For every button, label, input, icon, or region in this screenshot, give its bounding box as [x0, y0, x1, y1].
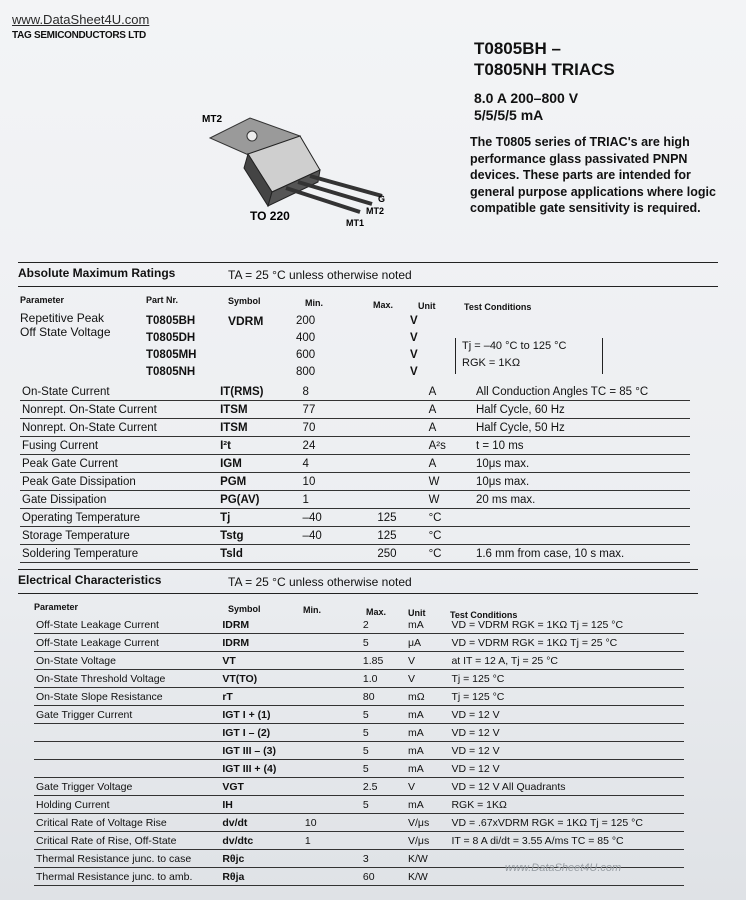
param-cell: Critical Rate of Voltage Rise [34, 814, 220, 832]
condition-cell [474, 509, 690, 527]
vdrm-parameter [20, 311, 111, 339]
unit-cell: K/W [406, 850, 449, 868]
label-pin-mt2: MT2 [366, 206, 384, 216]
title-line-2: T0805NH TRIACS [474, 60, 615, 79]
vdrm-condition-temp: Tj = –40 °C to 125 °C [462, 340, 567, 352]
table-row [144, 346, 420, 363]
unit-cell: °C [427, 545, 474, 563]
condition-cell: All Conduction Angles TC = 85 °C [474, 383, 690, 401]
col-min: Min. [303, 605, 321, 615]
min-value: 600 [296, 348, 316, 361]
min-cell: –40 [301, 509, 376, 527]
condition-cell: VD = VDRM RGK = 1KΩ Tj = 25 °C [449, 634, 684, 652]
unit-cell: V [406, 652, 449, 670]
condition-cell: 10μs max. [474, 455, 690, 473]
symbol-cell: dv/dtc [220, 832, 303, 850]
max-cell: 250 [375, 545, 426, 563]
electrical-table [34, 616, 684, 886]
table-row [34, 688, 684, 706]
table-row [34, 832, 684, 850]
min-cell: 1 [301, 491, 376, 509]
col-max: Max. [366, 607, 387, 617]
condition-cell: VD = 12 V [449, 760, 684, 778]
max-cell: 5 [361, 742, 406, 760]
table-row [20, 437, 690, 455]
min-value: 200 [296, 314, 316, 327]
symbol-cell: IGT III + (4) [220, 760, 303, 778]
symbol-cell: IGT III – (3) [220, 742, 303, 760]
param-cell: Gate Trigger Current [34, 706, 220, 724]
max-cell [375, 473, 426, 491]
symbol-cell: IT(RMS) [218, 383, 300, 401]
condition-cell: Tj = 125 °C [449, 670, 684, 688]
max-cell: 5 [361, 706, 406, 724]
condition-cell: IT = 8 A di/dt = 3.55 A/ms TC = 85 °C [449, 832, 684, 850]
electrical-condition: TA = 25 °C unless otherwise noted [228, 575, 412, 589]
min-cell [303, 796, 361, 814]
unit-cell: °C [427, 509, 474, 527]
unit-cell: V/μs [406, 814, 449, 832]
symbol-cell: Tj [218, 509, 300, 527]
electrical-header [18, 573, 718, 593]
col-unit: Unit [408, 608, 426, 618]
condition-cell: Tj = 125 °C [449, 688, 684, 706]
param-cell: Peak Gate Dissipation [20, 473, 218, 491]
divider [18, 286, 718, 287]
col-parameter: Parameter [20, 295, 65, 305]
param-cell [34, 760, 220, 778]
condition-cell: RGK = 1KΩ [449, 796, 684, 814]
divider [18, 569, 698, 570]
min-cell: 4 [301, 455, 376, 473]
col-symbol: Symbol [228, 604, 261, 614]
abs-max-header [18, 266, 718, 286]
table-row [20, 509, 690, 527]
param-cell: Off-State Leakage Current [34, 634, 220, 652]
unit-cell: K/W [406, 868, 449, 886]
min-cell: –40 [301, 527, 376, 545]
col-min: Min. [305, 298, 323, 308]
condition-cell [474, 527, 690, 545]
footer-watermark: www.DataSheet4U.com [505, 862, 622, 874]
abs-max-table [20, 383, 690, 563]
description: The T0805 series of TRIAC's are high performance glass passivated PNPN devices. These parts are intended for general purpose applications where logic compatible gate sensitivity is required. [470, 135, 716, 215]
abs-max-heading: Absolute Maximum Ratings [18, 266, 176, 280]
max-cell: 1.0 [361, 670, 406, 688]
symbol-cell: ITSM [218, 401, 300, 419]
table-row [144, 329, 420, 346]
part-number: T0805BH [146, 314, 196, 327]
unit: V [410, 348, 418, 361]
condition-cell: at IT = 12 A, Tj = 25 °C [449, 652, 684, 670]
page-title [474, 38, 615, 80]
vdrm-table [144, 312, 420, 380]
table-row [34, 760, 684, 778]
symbol-cell: Tstg [218, 527, 300, 545]
min-cell [303, 652, 361, 670]
table-row [34, 670, 684, 688]
max-cell: 80 [361, 688, 406, 706]
max-cell: 5 [361, 760, 406, 778]
param-cell [34, 742, 220, 760]
table-row [144, 312, 420, 329]
min-cell: 10 [301, 473, 376, 491]
unit-cell: A [427, 383, 474, 401]
max-cell: 125 [375, 509, 426, 527]
param-cell: On-State Voltage [34, 652, 220, 670]
unit-cell: μA [406, 634, 449, 652]
part-number: T0805DH [146, 331, 196, 344]
min-cell [303, 760, 361, 778]
param-cell: Gate Trigger Voltage [34, 778, 220, 796]
condition-cell: VD = VDRM RGK = 1KΩ Tj = 125 °C [449, 616, 684, 634]
unit: V [410, 365, 418, 378]
min-cell: 24 [301, 437, 376, 455]
rating-voltage-current: 8.0 A 200–800 V [474, 90, 579, 106]
col-max: Max. [373, 300, 394, 310]
param-cell: Soldering Temperature [20, 545, 218, 563]
max-cell [375, 491, 426, 509]
unit-cell: W [427, 473, 474, 491]
table-row [20, 401, 690, 419]
abs-max-condition: TA = 25 °C unless otherwise noted [228, 268, 412, 282]
symbol-cell: ITSM [218, 419, 300, 437]
company-name: TAG SEMICONDUCTORS LTD [12, 30, 146, 41]
unit-cell: mA [406, 760, 449, 778]
max-cell: 125 [375, 527, 426, 545]
vdrm-param-line2: Off State Voltage [20, 325, 111, 339]
ratings [474, 90, 578, 124]
col-unit: Unit [418, 301, 436, 311]
symbol-cell: IGT I – (2) [220, 724, 303, 742]
max-cell [375, 437, 426, 455]
unit-cell: mA [406, 706, 449, 724]
condition-cell: 1.6 mm from case, 10 s max. [474, 545, 690, 563]
symbol-cell: PG(AV) [218, 491, 300, 509]
table-row [144, 363, 420, 380]
param-cell: Off-State Leakage Current [34, 616, 220, 634]
symbol-cell: IGM [218, 455, 300, 473]
condition-cell: t = 10 ms [474, 437, 690, 455]
unit-cell: A²s [427, 437, 474, 455]
title-line-1: T0805BH – [474, 39, 561, 58]
param-cell: On-State Threshold Voltage [34, 670, 220, 688]
vdrm-condition-rgk: RGK = 1KΩ [462, 357, 521, 369]
unit-cell: °C [427, 527, 474, 545]
symbol-cell: IGT I + (1) [220, 706, 303, 724]
symbol-cell: rT [220, 688, 303, 706]
unit-cell: mΩ [406, 688, 449, 706]
vdrm-conditions [455, 338, 603, 374]
table-row [34, 742, 684, 760]
table-row [34, 814, 684, 832]
unit-cell: A [427, 455, 474, 473]
condition-cell: Half Cycle, 60 Hz [474, 401, 690, 419]
max-cell [361, 832, 406, 850]
divider [18, 593, 698, 594]
unit-cell: V [406, 670, 449, 688]
divider [18, 262, 718, 263]
symbol-cell: IDRM [220, 634, 303, 652]
max-cell: 5 [361, 724, 406, 742]
table-row [34, 706, 684, 724]
param-cell: Thermal Resistance junc. to amb. [34, 868, 220, 886]
symbol-cell: Rθjc [220, 850, 303, 868]
table-row [34, 778, 684, 796]
min-cell: 77 [301, 401, 376, 419]
symbol-cell: PGM [218, 473, 300, 491]
symbol-cell: dv/dt [220, 814, 303, 832]
condition-cell: VD = 12 V [449, 706, 684, 724]
unit: V [410, 314, 418, 327]
symbol-cell: VT(TO) [220, 670, 303, 688]
condition-cell: VD = .67xVDRM RGK = 1KΩ Tj = 125 °C [449, 814, 684, 832]
col-test-conditions: Test Conditions [450, 610, 518, 620]
max-cell: 2.5 [361, 778, 406, 796]
symbol-cell: Rθja [220, 868, 303, 886]
param-cell: Nonrept. On-State Current [20, 401, 218, 419]
unit-cell: W [427, 491, 474, 509]
table-row [20, 383, 690, 401]
unit: V [410, 331, 418, 344]
min-value: 400 [296, 331, 316, 344]
label-pin-mt1: MT1 [346, 218, 364, 228]
table-row [34, 652, 684, 670]
min-cell: 8 [301, 383, 376, 401]
symbol-cell: VT [220, 652, 303, 670]
condition-cell: 10μs max. [474, 473, 690, 491]
param-cell: Nonrept. On-State Current [20, 419, 218, 437]
table-row [34, 796, 684, 814]
max-cell [375, 419, 426, 437]
symbol-cell: Tsld [218, 545, 300, 563]
label-pin-g: G [378, 194, 386, 204]
vdrm-param-line1: Repetitive Peak [20, 311, 105, 325]
max-cell [375, 383, 426, 401]
min-cell: 1 [303, 832, 361, 850]
condition-cell: 20 ms max. [474, 491, 690, 509]
rating-gate-current: 5/5/5/5 mA [474, 107, 544, 123]
symbol-cell: IDRM [220, 616, 303, 634]
max-cell: 60 [361, 868, 406, 886]
max-cell: 1.85 [361, 652, 406, 670]
param-cell: On-State Current [20, 383, 218, 401]
min-cell [303, 616, 361, 634]
min-cell: 10 [303, 814, 361, 832]
max-cell: 5 [361, 634, 406, 652]
min-cell [303, 778, 361, 796]
symbol-cell: IH [220, 796, 303, 814]
label-mt2-tab: MT2 [202, 114, 222, 125]
symbol-cell: I²t [218, 437, 300, 455]
param-cell [34, 724, 220, 742]
param-cell: Storage Temperature [20, 527, 218, 545]
table-row [34, 724, 684, 742]
param-cell: Thermal Resistance junc. to case [34, 850, 220, 868]
part-number: T0805MH [146, 348, 197, 361]
unit-cell: V [406, 778, 449, 796]
param-cell: Critical Rate of Rise, Off-State [34, 832, 220, 850]
vdrm-symbol: VDRM [228, 314, 264, 328]
min-value: 800 [296, 365, 316, 378]
unit-cell: mA [406, 724, 449, 742]
symbol-cell: VGT [220, 778, 303, 796]
to220-package-drawing [190, 110, 420, 230]
min-cell [303, 634, 361, 652]
electrical-heading: Electrical Characteristics [18, 573, 162, 587]
param-cell: Peak Gate Current [20, 455, 218, 473]
col-parameter: Parameter [34, 602, 79, 612]
condition-cell: VD = 12 V All Quadrants [449, 778, 684, 796]
table-row [20, 491, 690, 509]
max-cell: 3 [361, 850, 406, 868]
min-cell [303, 724, 361, 742]
max-cell [361, 814, 406, 832]
min-cell [303, 688, 361, 706]
condition-cell: VD = 12 V [449, 724, 684, 742]
part-number: T0805NH [146, 365, 196, 378]
max-cell: 5 [361, 796, 406, 814]
unit-cell: mA [406, 742, 449, 760]
max-cell [375, 401, 426, 419]
package-name: TO 220 [250, 209, 290, 223]
table-row [20, 473, 690, 491]
min-cell [303, 868, 361, 886]
table-row [20, 527, 690, 545]
table-row [20, 545, 690, 563]
param-cell: On-State Slope Resistance [34, 688, 220, 706]
min-cell [303, 850, 361, 868]
condition-cell: Half Cycle, 50 Hz [474, 419, 690, 437]
table-row [34, 616, 684, 634]
source-url[interactable]: www.DataSheet4U.com [12, 12, 150, 27]
max-cell: 2 [361, 616, 406, 634]
param-cell: Gate Dissipation [20, 491, 218, 509]
min-cell [303, 742, 361, 760]
min-cell: 70 [301, 419, 376, 437]
unit-cell: V/μs [406, 832, 449, 850]
table-row [34, 634, 684, 652]
table-row [20, 419, 690, 437]
col-symbol: Symbol [228, 296, 261, 306]
unit-cell: mA [406, 796, 449, 814]
unit-cell: mA [406, 616, 449, 634]
condition-cell: VD = 12 V [449, 742, 684, 760]
unit-cell: A [427, 419, 474, 437]
unit-cell: A [427, 401, 474, 419]
param-cell: Operating Temperature [20, 509, 218, 527]
min-cell [303, 670, 361, 688]
param-cell: Holding Current [34, 796, 220, 814]
col-test-conditions: Test Conditions [464, 302, 532, 312]
col-part: Part Nr. [146, 295, 179, 305]
min-cell [303, 706, 361, 724]
table-row [20, 455, 690, 473]
param-cell: Fusing Current [20, 437, 218, 455]
min-cell [301, 545, 376, 563]
max-cell [375, 455, 426, 473]
